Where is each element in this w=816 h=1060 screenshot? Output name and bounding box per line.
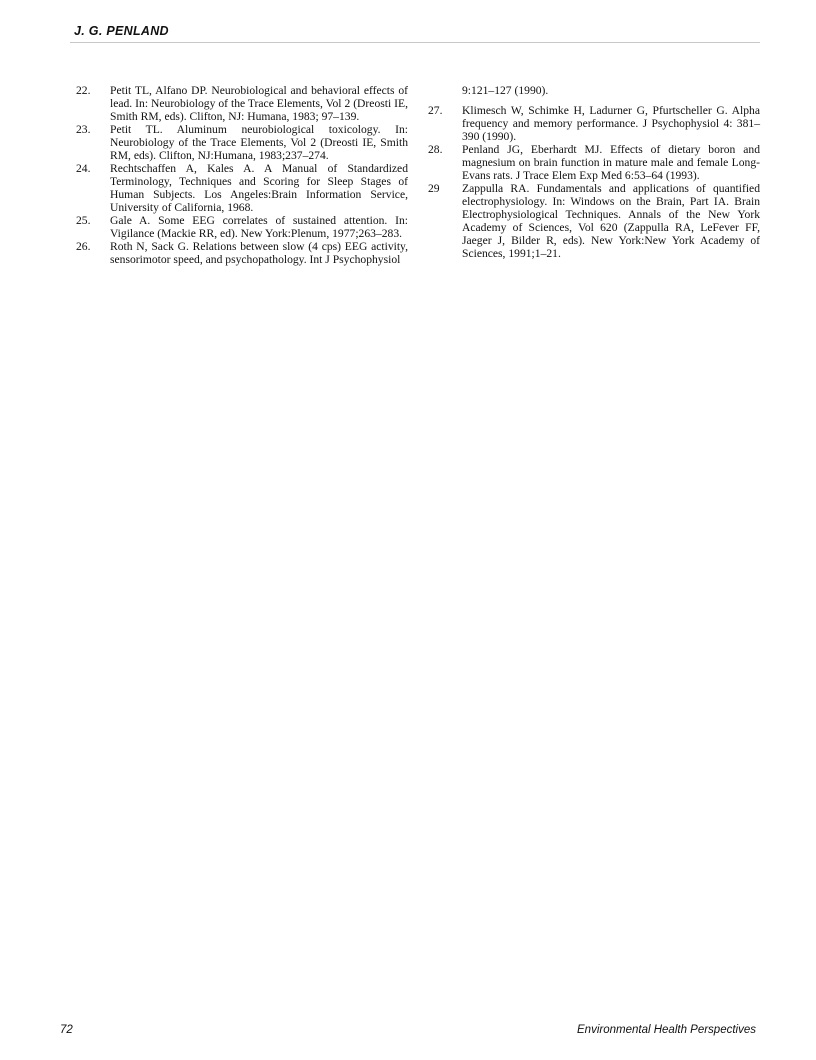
reference-item xyxy=(76,162,408,214)
reference-number: 22. xyxy=(76,84,91,97)
reference-continuation: 9:121–127 (1990). xyxy=(462,84,549,97)
references-right-column xyxy=(428,84,760,260)
reference-text: Klimesch W, Schimke H, Ladurner G, Pfurtscheller G. Alpha frequency and memory performance. J Psychophysiol 4: 381–390 (1990). xyxy=(462,104,760,143)
page-number: 72 xyxy=(60,1024,73,1036)
reference-item xyxy=(76,240,408,266)
reference-text: Petit TL, Alfano DP. Neurobiological and behavioral effects of lead. In: Neurobiology of the Trace Elements, Vol 2 (Dreosti IE, Smith RM, eds). Clifton, NJ: Humana, 1983; 97–139. xyxy=(110,84,408,123)
header-rule xyxy=(70,42,760,43)
running-head: J. G. PENLAND xyxy=(74,24,169,38)
reference-item xyxy=(76,84,408,123)
reference-number: 27. xyxy=(428,104,443,117)
reference-number: 29 xyxy=(428,182,440,195)
reference-text: Penland JG, Eberhardt MJ. Effects of dietary boron and magnesium on brain function in mature male and female Long-Evans rats. J Trace Elem Exp Med 6:53–64 (1993). xyxy=(462,143,760,182)
reference-number: 25. xyxy=(76,214,91,227)
reference-text: Roth N, Sack G. Relations between slow (4 cps) EEG activity, sensorimotor speed, and psychopathology. Int J Psychophysiol xyxy=(110,240,408,266)
reference-number: 23. xyxy=(76,123,91,136)
reference-number: 26. xyxy=(76,240,91,253)
reference-item xyxy=(428,143,760,182)
reference-text: Rechtschaffen A, Kales A. A Manual of Standardized Terminology, Techniques and Scoring for Sleep Stages of Human Subjects. Los Angeles:Brain Information Service, University of California, 1968. xyxy=(110,162,408,214)
reference-item xyxy=(76,214,408,240)
reference-item xyxy=(428,104,760,143)
reference-text: Gale A. Some EEG correlates of sustained attention. In: Vigilance (Mackie RR, ed). New York:Plenum, 1977;263–283. xyxy=(110,214,408,240)
reference-number: 28. xyxy=(428,143,443,156)
reference-item xyxy=(76,123,408,162)
reference-text: Petit TL. Aluminum neurobiological toxicology. In: Neurobiology of the Trace Elements, Vol 2 (Dreosti IE, Smith RM, eds). Clifton, NJ:Humana, 1983;237–274. xyxy=(110,123,408,162)
references-left-column xyxy=(76,84,408,266)
reference-item xyxy=(428,182,760,260)
reference-number: 24. xyxy=(76,162,91,175)
journal-name: Environmental Health Perspectives xyxy=(577,1024,756,1036)
reference-text: Zappulla RA. Fundamentals and applications of quantified electrophysiology. In: Windows on the Brain, Part IA. Brain Electrophysiological Techniques. Annals of the New York Academy of Sciences, Vol 620 (Zappulla RA, LeFever FF, Jaeger J, Bilder R, eds). New York:New York Academy of Sciences, 1991;1–21. xyxy=(462,182,760,260)
